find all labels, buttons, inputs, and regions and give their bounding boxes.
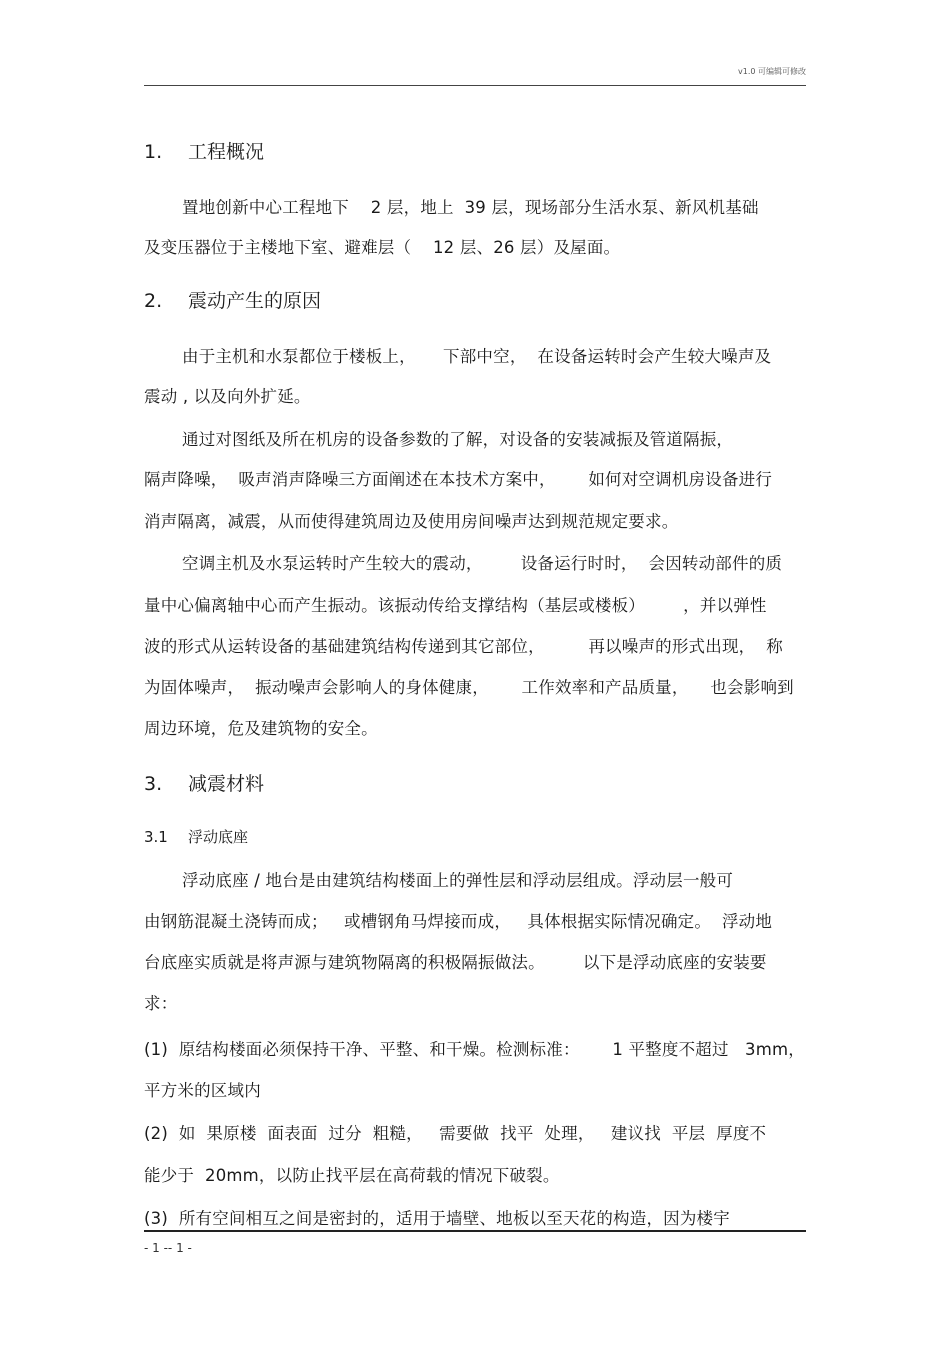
paragraph-line: 周边环境，危及建筑物的安全。 [144,719,378,738]
paragraph-line: 震动 , 以及向外扩延。 [144,387,311,406]
list-item-line: (2) 如 果原楼 面表面 过分 粗糙， 需要做 找平 处理， 建议找 平层 厚度不 [144,1124,767,1143]
paragraph-line: 为固体噪声， 振动噪声会影响人的身体健康， 工作效率和产品质量， 也会影响到 [144,678,794,697]
paragraph-line: 由钢筋混凝土浇铸而成； 或槽钢角马焊接而成， 具体根据实际情况确定。 浮动地 [144,912,773,931]
list-item-line: 平方米的区域内 [144,1081,261,1100]
paragraph-line: 隔声降噪， 吸声消声降噪三方面阐述在本技术方案中， 如何对空调机房设备进行 [144,470,773,489]
subsection-title: 浮动底座 [188,828,249,846]
section-heading-1 [144,137,264,164]
section-number: 3. [144,773,163,795]
section-heading-3 [144,769,264,796]
paragraph-line: 空调主机及水泵运转时产生较大的震动， 设备运行时时， 会因转动部件的质 [182,554,783,573]
paragraph-line: 由于主机和水泵都位于楼板上， 下部中空， 在设备运转时会产生较大噪声及 [182,347,772,366]
list-item-line: (3) 所有空间相互之间是密封的，适用于墙壁、地板以至天花的构造，因为楼宇 [144,1209,730,1228]
section-number: 1. [144,141,163,163]
paragraph-line: 通过对图纸及所在机房的设备参数的了解，对设备的安装减振及管道隔振， [182,430,734,449]
section-title: 震动产生的原因 [188,290,322,312]
section-heading-2 [144,286,321,313]
paragraph-line: 量中心偏离轴中心而产生振动。该振动传给支撑结构（基层或楼板） ，并以弹性 [144,596,767,615]
paragraph-line: 浮动底座 / 地台是由建筑结构楼面上的弹性层和浮动层组成。浮动层一般可 [182,871,734,890]
paragraph-line: 波的形式从运转设备的基础建筑结构传递到其它部位， 再以噪声的形式出现， 称 [144,637,783,656]
subsection-number: 3.1 [144,828,168,846]
section-title: 工程概况 [188,141,265,163]
paragraph-line: 消声隔离，减震，从而使得建筑周边及使用房间噪声达到规范规定要求。 [144,512,679,531]
footer-divider [144,1230,806,1232]
paragraph-line: 及变压器位于主楼地下室、避难层（ 12 层、26 层）及屋面。 [144,238,621,257]
list-item-line: 能少于 20mm，以防止找平层在高荷载的情况下破裂。 [144,1166,560,1185]
paragraph-line: 台底座实质就是将声源与建筑物隔离的积极隔振做法。 以下是浮动底座的安装要 [144,953,767,972]
page-header: v1.0 可编辑可修改 [738,67,806,76]
header-divider [144,85,806,86]
page-number: - 1 -- 1 - [144,1241,192,1255]
section-number: 2. [144,290,163,312]
subsection-heading-3-1 [144,826,248,847]
paragraph-line: 置地创新中心工程地下 2 层，地上 39 层，现场部分生活水泵、新风机基础 [182,198,759,217]
section-title: 减震材料 [188,773,265,795]
paragraph-line: 求： [144,994,178,1013]
list-item-line: (1) 原结构楼面必须保持干净、平整、和干燥。检测标准： 1 平整度不超过 3mm， [144,1040,805,1059]
